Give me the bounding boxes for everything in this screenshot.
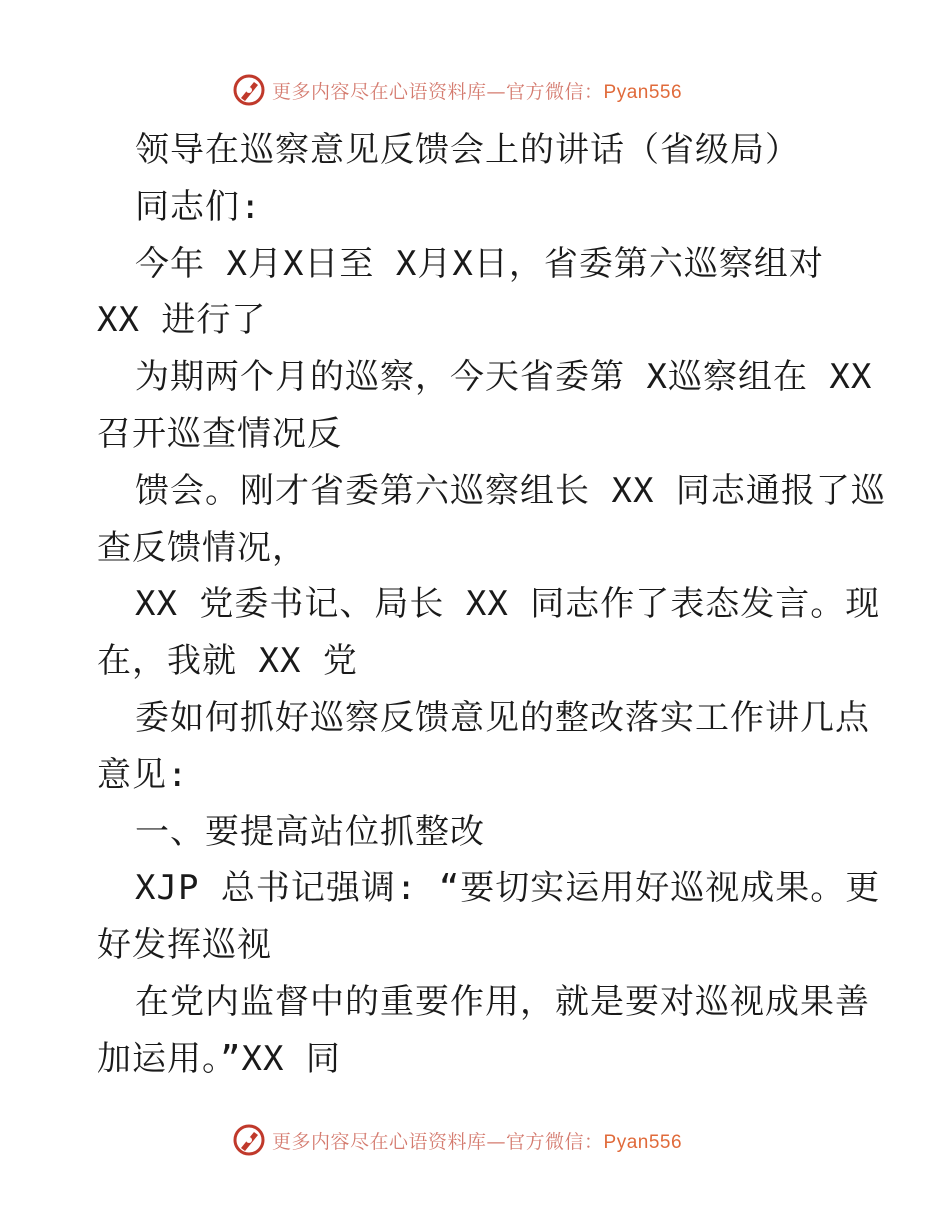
banner-wechat-id: Pyan556	[603, 1131, 683, 1153]
text-line: 同志们:	[135, 186, 262, 227]
banner-label: 更多内容尽在心语资料库—官方微信：	[272, 80, 604, 103]
text-line: 查反馈情况，	[97, 527, 307, 568]
text-line: XX 党委书记、局长 XX 同志作了表态发言。现	[135, 584, 881, 625]
text-line: 好发挥巡视	[97, 925, 272, 966]
header-banner	[232, 70, 732, 110]
banner-wechat-id: Pyan556	[603, 81, 683, 103]
text-line: 一、要提高站位抓整改	[135, 811, 485, 852]
banner-text	[272, 77, 682, 104]
text-line: 为期两个月的巡察，今天省委第 X巡察组在 XX	[135, 357, 873, 398]
text-line: 在党内监督中的重要作用，就是要对巡视成果善	[135, 981, 870, 1022]
document-body	[97, 122, 886, 1088]
banner-label: 更多内容尽在心语资料库—官方微信：	[272, 1130, 604, 1153]
text-line: XJP 总书记强调: “要切实运用好巡视成果。更	[135, 868, 881, 909]
pen-circle-logo-icon	[232, 1123, 266, 1157]
text-line: XX 进行了	[97, 300, 267, 341]
text-line: 加运用。”XX 同	[97, 1038, 341, 1079]
text-line: 馈会。刚才省委第六巡察组长 XX 同志通报了巡	[135, 470, 886, 511]
text-line: 意见:	[97, 754, 189, 795]
text-line: 今年 X月X日至 X月X日，省委第六巡察组对	[135, 243, 824, 284]
text-line: 领导在巡察意见反馈会上的讲话（省级局）	[135, 130, 800, 170]
banner-text	[272, 1127, 682, 1154]
pen-circle-logo-icon	[232, 73, 266, 107]
footer-banner	[232, 1120, 732, 1160]
text-line: 委如何抓好巡察反馈意见的整改落实工作讲几点	[135, 697, 870, 738]
text-line: 召开巡查情况反	[97, 413, 342, 454]
text-line: 在，我就 XX 党	[97, 641, 358, 682]
